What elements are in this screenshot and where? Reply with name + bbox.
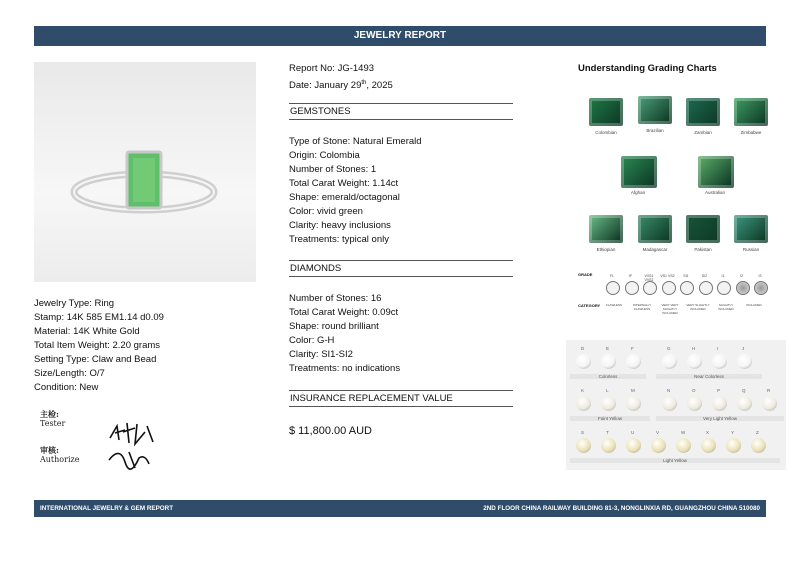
emerald-swatch [621,156,657,188]
emerald-origin-label: Zambian [694,130,712,135]
report-number: Report No: JG-1493 [289,63,375,74]
clarity-grade: SI1 [683,274,689,278]
color-diamond [712,354,727,369]
emerald-swatch [734,215,768,243]
color-diamond [576,354,591,369]
diamonds-details [289,292,400,376]
clarity-diamond [625,281,639,295]
clarity-category: INCLUDED [746,303,762,307]
clarity-grade: I1 [721,274,725,278]
color-group-label: Very Light Yellow [656,416,784,421]
jewelry-size: Size/Length: O/7 [34,368,105,379]
color-diamond [601,354,616,369]
diamond-line: Shape: round brilliant [289,321,379,332]
color-diamond [576,438,591,453]
color-diamond [601,438,616,453]
color-grade-letter: V [656,430,660,435]
clarity-category: SLIGHTLY INCLUDED [718,303,734,311]
color-diamond [762,396,777,411]
emerald-origin-label: Ethiopian [596,247,616,252]
color-diamond [626,354,641,369]
signature-image [105,418,165,473]
emerald-swatch [734,98,768,126]
color-diamond [726,438,741,453]
emerald-swatch [589,215,623,243]
emerald-origin-label: Afghan [630,190,646,195]
clarity-grade: VVS1 VVS2 [644,274,654,282]
tester-label [40,409,65,429]
clarity-diamond [680,281,694,295]
color-group-label: Colorless [570,374,646,379]
color-scale-chart [566,340,786,470]
report-footer [34,500,766,517]
color-grade-letter: M [631,388,635,393]
jewelry-details [34,297,164,395]
color-diamond [576,396,591,411]
gem-line: Treatments: typical only [289,234,389,245]
ring-image [34,62,256,282]
clarity-grade: I2 [740,274,743,278]
emerald-origin-label: Brazilian [646,128,664,133]
report-header: JEWELRY REPORT [34,26,766,46]
color-diamond [676,438,691,453]
grading-title: Understanding Grading Charts [578,63,717,74]
jewelry-weight: Total Item Weight: 2.20 grams [34,340,161,351]
color-grade-letter: U [631,430,635,435]
color-grade-letter: L [606,388,609,393]
jewelry-type: Jewelry Type: Ring [34,298,115,309]
gem-line: Clarity: heavy inclusions [289,220,391,231]
color-grade-letter: S [581,430,585,435]
report-date: Date: January 29th, 2025 [289,80,393,92]
clarity-diamond [662,281,676,295]
clarity-grade: VS1 VS2 [660,274,675,278]
gemstones-details [289,135,422,247]
diamond-line: Total Carat Weight: 0.09ct [289,307,399,318]
color-grade-letter: O [692,388,696,393]
authorize-en: Authorize [40,455,80,464]
diamond-line: Number of Stones: 16 [289,293,382,304]
color-diamond [626,396,641,411]
gem-line: Origin: Colombia [289,150,360,161]
jewelry-material: Material: 14K White Gold [34,326,140,337]
footer-left: INTERNATIONAL JEWELRY & GEM REPORT [40,505,174,512]
emerald-origin-label: Russian [742,247,760,252]
color-grade-letter: G [667,346,671,351]
color-diamond [751,438,766,453]
color-diamond [737,354,752,369]
clarity-chart [578,271,774,313]
footer-address: 2ND FLOOR CHINA RAILWAY BUILDING 81-3, NONGLINXIA RD, GUANGZHOU CHINA 510080 [483,505,760,512]
color-grade-letter: I [717,346,719,351]
jewelry-setting: Setting Type: Claw and Bead [34,354,157,365]
diamond-line: Clarity: SI1-SI2 [289,349,353,360]
diamonds-heading: DIAMONDS [289,260,513,277]
clarity-diamond [754,281,768,295]
clarity-grade: I3 [758,274,762,278]
clarity-diamond [699,281,713,295]
gem-line: Shape: emerald/octagonal [289,192,400,203]
tester-en: Tester [40,419,66,428]
color-grade-letter: J [742,346,745,351]
color-grade-letter: N [667,388,671,393]
color-diamond [601,396,616,411]
color-grade-letter: E [606,346,610,351]
color-grade-letter: K [581,388,585,393]
color-grade-letter: X [706,430,710,435]
color-group-label: Faint Yellow [570,416,650,421]
clarity-diamond [736,281,750,295]
color-grade-letter: W [681,430,686,435]
authorize-cn: 审核: [40,445,59,455]
jewelry-stamp: Stamp: 14K 585 EM1.14 d0.09 [34,312,164,323]
clarity-category: FLAWLESS [606,303,622,307]
color-grade-letter: H [692,346,696,351]
diamond-line: Color: G-H [289,335,335,346]
emerald-swatch [638,215,672,243]
clarity-category: INTERNALLY FLAWLESS [632,303,652,311]
color-group-label: Light Yellow [570,458,780,463]
clarity-diamond [643,281,657,295]
emerald-swatch [638,96,672,124]
color-diamond [712,396,727,411]
color-diamond [737,396,752,411]
gem-line: Number of Stones: 1 [289,164,377,175]
emerald-swatch [589,98,623,126]
color-grade-letter: T [606,430,609,435]
clarity-grade: SI2 [701,274,708,278]
color-diamond [687,396,702,411]
color-diamond [701,438,716,453]
emerald-origin-label: Zimbabwe [740,130,762,135]
insurance-value: $ 11,800.00 AUD [289,425,372,437]
authorize-label [40,445,79,465]
clarity-category: VERY VERY SLIGHTLY INCLUDED [661,303,679,315]
tester-cn: 主检: [40,409,59,419]
emerald-swatch [698,156,734,188]
emerald-swatch [686,215,720,243]
gemstones-heading: GEMSTONES [289,103,513,120]
emerald-origin-label: Australian [704,190,725,195]
color-grade-letter: F [631,346,634,351]
diamond-line: Treatments: no indications [289,363,401,374]
jewelry-condition: Condition: New [34,382,99,393]
clarity-category-label: CATEGORY [578,303,601,308]
clarity-grade: FL [609,274,615,278]
clarity-diamond [717,281,731,295]
clarity-diamond [606,281,620,295]
color-grade-letter: Q [742,388,746,393]
color-diamond [651,438,666,453]
gem-line: Color: vivid green [289,206,363,217]
insurance-heading: INSURANCE REPLACEMENT VALUE [289,390,513,407]
color-diamond [687,354,702,369]
gem-line: Total Carat Weight: 1.14ct [289,178,399,189]
report-meta [289,62,393,93]
color-grade-letter: R [767,388,771,393]
color-grade-letter: P [717,388,721,393]
color-group-label: Near Colorless [656,374,762,379]
color-grade-letter: D [581,346,585,351]
ring-photo [34,62,256,282]
emerald-origin-label: Colombian [595,130,617,135]
emerald-origin-label: Madagascar [642,247,668,252]
color-diamond [662,354,677,369]
emerald-origin-label: Pakistan [694,247,712,252]
color-grade-letter: Y [731,430,735,435]
gem-line: Type of Stone: Natural Emerald [289,136,422,147]
clarity-grade-label: GRADE [578,272,593,277]
color-grade-letter: Z [756,430,759,435]
color-diamond [626,438,641,453]
color-diamond [662,396,677,411]
clarity-category: VERY SLIGHTLY INCLUDED [686,303,710,311]
clarity-grade: IF [628,274,633,278]
emerald-swatch [686,98,720,126]
